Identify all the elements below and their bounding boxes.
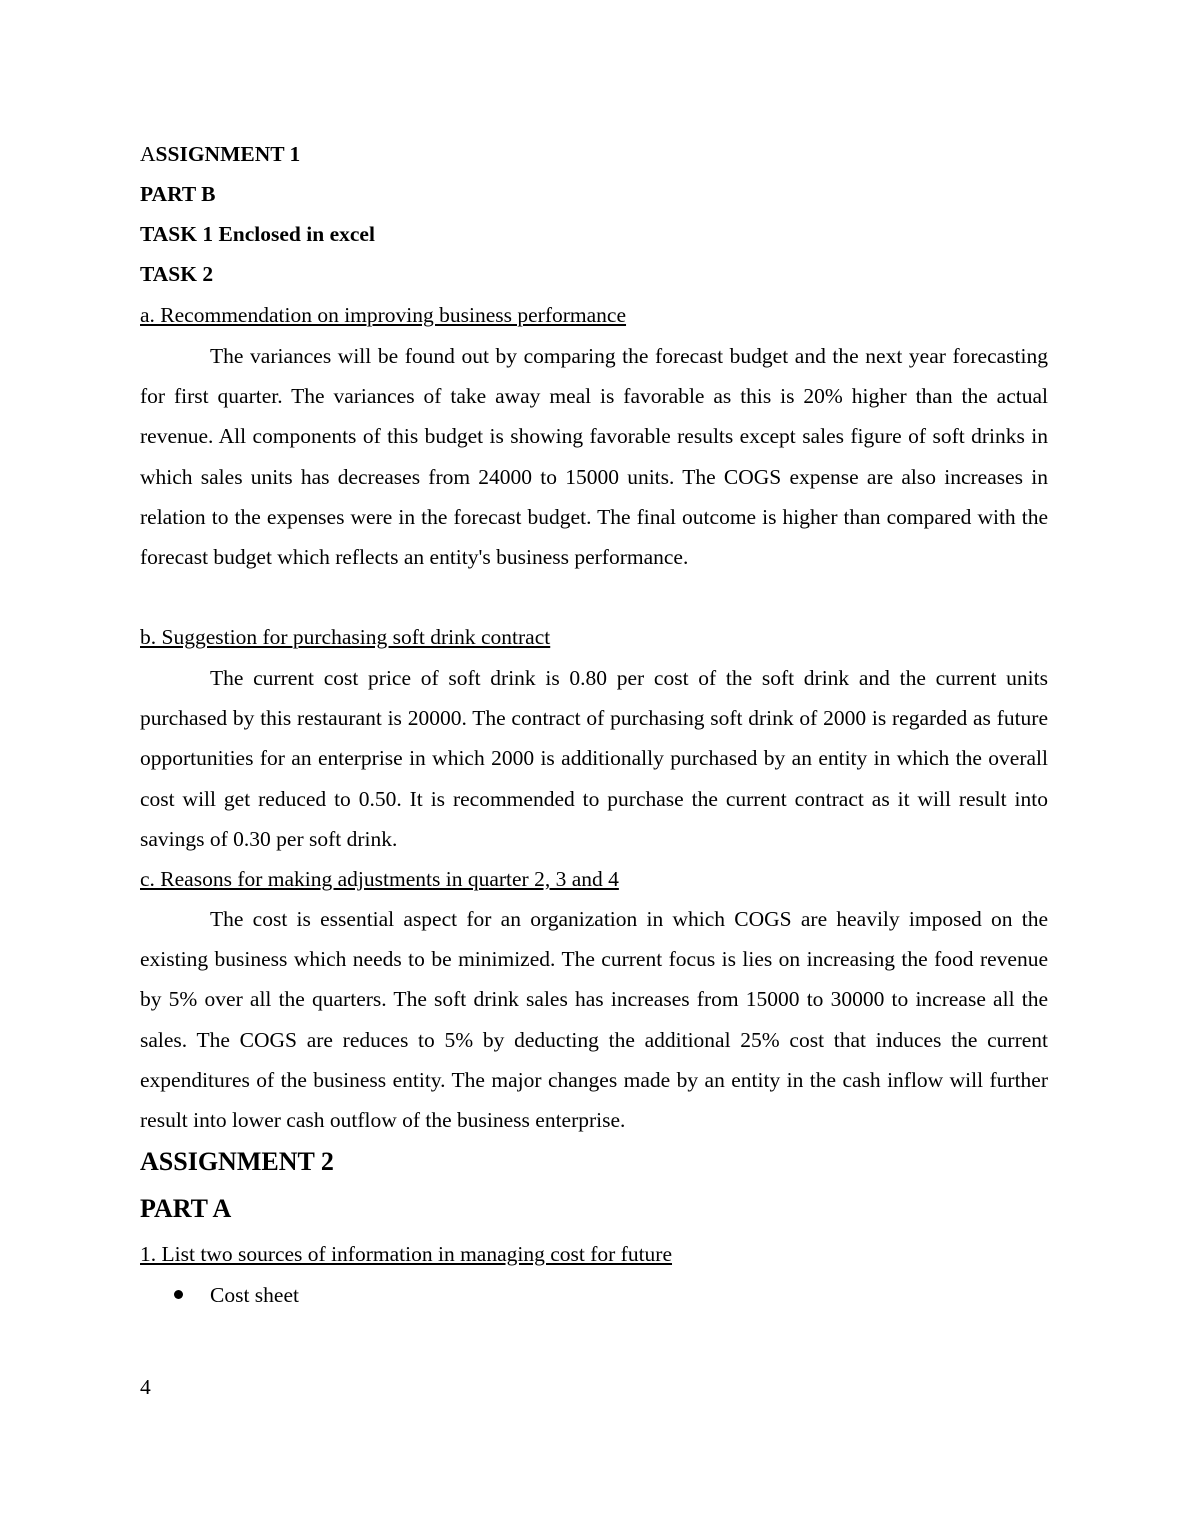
section-a-title: a. Recommendation on improving business performance xyxy=(140,303,627,327)
bullet-icon xyxy=(174,1290,183,1299)
section-a-body: The variances will be found out by comparing the forecast budget and the next year forecasting for first quarter. The variances of take away meal is favorable as this is 20% higher than the actual revenue. All components of this budget is showing favorable results except sales figure of soft drinks in which sales units has decreases from 24000 to 15000 units. The COGS expense are also increases in relation to the expenses were in the forecast budget. The final outcome is higher than compared with the forecast budget which reflects an entity's business performance. xyxy=(140,344,1048,570)
part-b-heading: PART B xyxy=(140,182,216,206)
section-b-title: b. Suggestion for purchasing soft drink contract xyxy=(140,625,551,649)
assignment-1-heading xyxy=(140,141,300,167)
task-2-heading: TASK 2 xyxy=(140,262,214,286)
section-c-title: c. Reasons for making adjustments in quarter 2, 3 and 4 xyxy=(140,867,619,891)
page-number: 4 xyxy=(140,1375,151,1399)
assignment-2-heading: ASSIGNMENT 2 xyxy=(140,1147,334,1176)
assignment-1-rest: SSIGNMENT 1 xyxy=(155,142,301,166)
part-a-heading: PART A xyxy=(140,1194,232,1223)
assignment-1-initial: A xyxy=(140,142,156,166)
question-1-title: 1. List two sources of information in managing cost for future xyxy=(140,1242,673,1266)
list-item-text: Cost sheet xyxy=(210,1283,299,1307)
section-c-body: The cost is essential aspect for an organization in which COGS are heavily imposed on the existing business which needs to be minimized. The current focus is lies on increasing the food revenue by 5% over all the quarters. The soft drink sales has increases from 15000 to 30000 to increase all the sales. The COGS are reduces to 5% by deducting the additional 25% cost that induces the current expenditures of the business entity. The major changes made by an entity in the cash inflow will further result into lower cash outflow of the business enterprise. xyxy=(140,907,1048,1133)
task-1-heading: TASK 1 Enclosed in excel xyxy=(140,222,375,246)
section-b-body: The current cost price of soft drink is 0.80 per cost of the soft drink and the current units purchased by this restaurant is 20000. The contract of purchasing soft drink of 2000 is regarded as future opportunities for an enterprise in which 2000 is additionally purchased by an entity in which the overall cost will get reduced to 0.50. It is recommended to purchase the current contract as it will result into savings of 0.30 per soft drink. xyxy=(140,666,1048,851)
